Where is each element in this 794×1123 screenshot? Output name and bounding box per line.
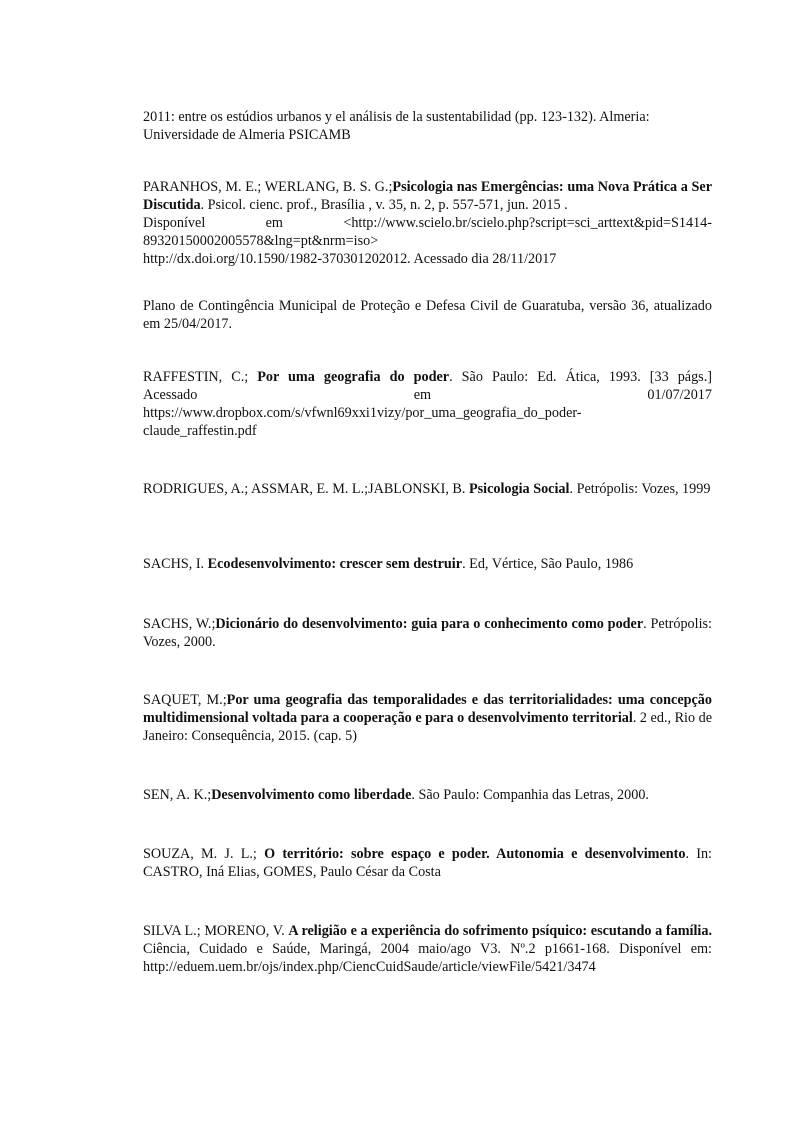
reference-authors: SACHS, W.; xyxy=(143,616,216,632)
reference-availability-row xyxy=(143,214,712,232)
reference-authors: PARANHOS, M. E.; WERLANG, B. S. G.; xyxy=(143,179,393,195)
reference-title: O território: sobre espaço e poder. Autonomia e desenvolvimento xyxy=(264,846,686,862)
reference-entry: Plano de Contingência Municipal de Proteção e Defesa Civil de Guaratuba, versão 36, atualizado em 25/04/2017. xyxy=(143,298,712,332)
reference-details: . 2 ed., Rio de Janeiro: Consequência, 2015. (cap. 5) xyxy=(143,710,713,744)
reference-url: 89320150002005578&lng=pt&nrm=iso> xyxy=(143,233,379,249)
reference-doi: http://dx.doi.org/10.1590/1982-370301202012. Acessado dia 28/11/2017 xyxy=(143,251,557,267)
reference-details: . Psicol. cienc. prof., Brasília , v. 35, n. 2, p. 557-571, jun. 2015 . xyxy=(200,197,568,213)
reference-text xyxy=(143,368,712,386)
reference-access-row xyxy=(143,386,712,404)
reference-entry xyxy=(143,480,712,498)
reference-entry xyxy=(143,108,712,144)
reference-details: . Petrópolis: Vozes, 1999 xyxy=(569,481,711,497)
reference-title: Desenvolvimento como liberdade xyxy=(211,787,412,803)
reference-title: A religião e a experiência do sofrimento psíquico: escutando a família. xyxy=(288,923,712,939)
reference-line: 2011: entre os estúdios urbanos y el análisis de la sustentabilidad (pp. 123-132). Almeria: xyxy=(143,109,650,125)
reference-authors: RAFFESTIN, C.; xyxy=(143,369,258,385)
reference-title: Psicologia nas Emergências: uma Nova Prática a Ser Discutida xyxy=(143,179,712,213)
reference-authors: SILVA L.; MORENO, V. xyxy=(143,923,289,939)
reference-line: Universidade de Almeria PSICAMB xyxy=(143,127,351,143)
reference-details: Ciência, Cuidado e Saúde, Maringá, 2004 maio/ago V3. Nº.2 p1661-168. Disponível em: http://eduem.uem.br/ojs/index.php/CiencCuidSaude/article/viewFile/5421/3474 xyxy=(143,941,712,975)
reference-title: Por uma geografia do poder xyxy=(257,369,450,385)
reference-details: . In: CASTRO, Iná Elias, GOMES, Paulo César da Costa xyxy=(143,846,712,880)
available-em: em xyxy=(265,215,283,231)
reference-title: Psicologia Social xyxy=(468,481,570,497)
reference-authors: SEN, A. K.; xyxy=(143,787,212,803)
available-label: Disponível xyxy=(143,215,206,231)
reference-details: . São Paulo: Ed. Ática, 1993. [33 págs.] xyxy=(449,369,712,385)
accessed-date: 01/07/2017 xyxy=(647,387,712,403)
reference-entry xyxy=(143,922,712,976)
reference-entry xyxy=(143,786,712,804)
accessed-label: Acessado xyxy=(143,387,198,403)
reference-authors: SOUZA, M. J. L.; xyxy=(143,846,265,862)
reference-text xyxy=(143,178,712,214)
reference-entry xyxy=(143,615,712,651)
reference-entry xyxy=(143,691,712,745)
accessed-em: em xyxy=(413,387,432,403)
reference-authors: SAQUET, M.; xyxy=(143,692,227,708)
reference-title: Ecodesenvolvimento: crescer sem destruir xyxy=(207,556,463,572)
reference-entry xyxy=(143,368,712,440)
reference-entry xyxy=(143,845,712,881)
reference-url: <http://www.scielo.br/scielo.php?script=sci_arttext&pid=S1414- xyxy=(343,215,712,231)
reference-authors: RODRIGUES, A.; ASSMAR, E. M. L.;JABLONSKI, B. xyxy=(143,481,469,497)
reference-details: . São Paulo: Companhia das Letras, 2000. xyxy=(411,787,649,803)
reference-title: Por uma geografia das temporalidades e das territorialidades: uma concepção multidimensional voltada para a cooperação e para o desenvolvimento territorial xyxy=(143,692,712,726)
reference-authors: SACHS, I. xyxy=(143,556,208,572)
reference-url: claude_raffestin.pdf xyxy=(143,423,257,439)
reference-entry xyxy=(143,555,712,573)
reference-title: Dicionário do desenvolvimento: guia para o conhecimento como poder xyxy=(215,616,644,632)
reference-details: . Petrópolis: Vozes, 2000. xyxy=(143,616,712,650)
reference-entry xyxy=(143,178,712,268)
reference-details: . Ed, Vértice, São Paulo, 1986 xyxy=(462,556,634,572)
reference-url: https://www.dropbox.com/s/vfwnl69xxi1vizy/por_uma_geografia_do_poder- xyxy=(143,405,582,421)
